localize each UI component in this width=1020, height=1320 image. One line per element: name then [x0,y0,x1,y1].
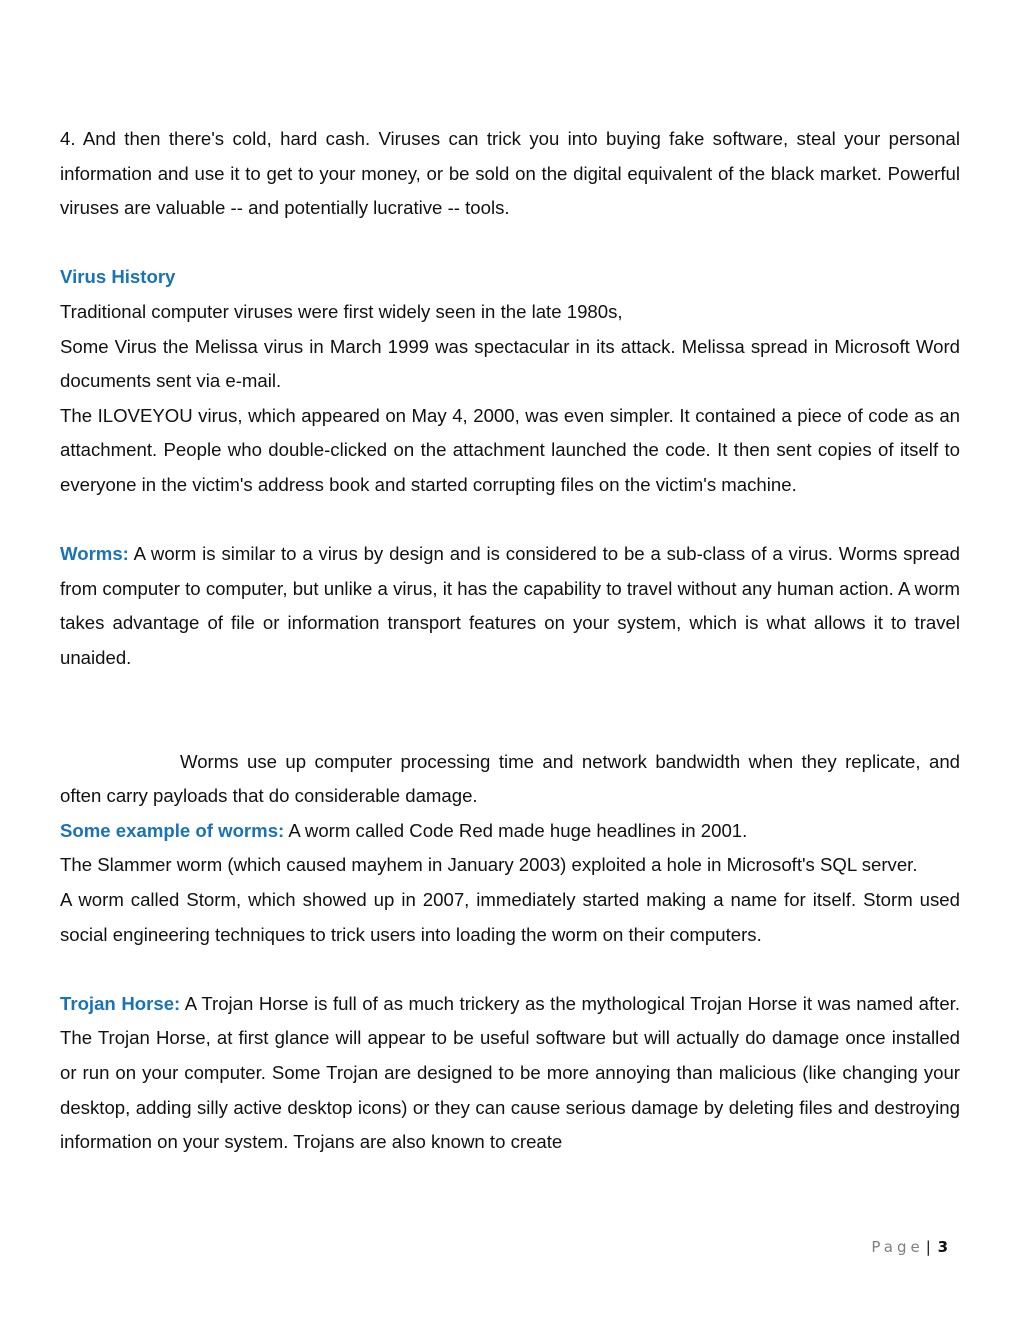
trojan-text: A Trojan Horse is full of as much trickery as the mythological Trojan Horse it was named after. The Trojan Horse, at first glance will appear to be useful software but will actually do damage once installed or run on your computer. Some Trojan are designed to be more annoying than malicious (like changing your desktop, adding silly active desktop icons) or they can cause serious damage by deleting files and destroying information on your system. Trojans are also known to create [60,992,960,1153]
spacer [60,710,960,745]
worms-text: A worm is similar to a virus by design and is considered to be a sub-class of a virus. Worms spread from computer to computer, but unlike a virus, it has the capability to travel without any human action. A worm takes advantage of file or information transport features on your system, which is what allows it to travel unaided. [60,543,960,668]
paragraph-history-iloveyou: The ILOVEYOU virus, which appeared on May 4, 2000, was even simpler. It contained a piece of code as an attachment. People who double-clicked on the attachment launched the code. It then sent copies of itself to everyone in the victim's address book and started corrupting files on the victim's machine. [60,404,960,495]
paragraph-history-1: Traditional computer viruses were first widely seen in the late 1980s, [60,300,623,322]
spacer [60,226,960,261]
page-label: Page [871,1238,924,1256]
page-footer [871,1238,948,1256]
paragraph-trojan [60,987,960,1160]
worm-examples-heading: Some example of worms: [60,819,285,841]
footer-separator: | [925,1238,931,1256]
worms-heading: Worms: [60,543,129,565]
paragraph-worm-examples [60,814,960,849]
paragraph-storm: A worm called Storm, which showed up in 2007, immediately started making a name for itself. Storm used social engineering techniques to trick users into loading the worm on their computers. [60,889,960,945]
paragraph-cash: 4. And then there's cold, hard cash. Viruses can trick you into buying fake software, steal your personal information and use it to get to your money, or be sold on the digital equivalent of the black market. Powerful viruses are valuable -- and potentially lucrative -- tools. [60,128,960,219]
spacer [60,952,960,987]
paragraph-slammer: The Slammer worm (which caused mayhem in January 2003) exploited a hole in Microsoft's SQL server. [60,854,918,876]
document-body [60,122,960,1160]
paragraph-history-melissa: Some Virus the Melissa virus in March 1999 was spectacular in its attack. Melissa spread in Microsoft Word documents sent via e-mail. [60,335,960,392]
paragraph-worms-resources: Worms use up computer processing time and network bandwidth when they replicate, and often carry payloads that do considerable damage. [60,750,960,807]
spacer [60,503,960,538]
worm-examples-text: A worm called Code Red made huge headlines in 2001. [284,819,748,841]
spacer [60,676,960,711]
paragraph-worms [60,537,960,675]
virus-history-heading: Virus History [60,266,176,288]
page-number: 3 [937,1238,948,1256]
trojan-heading: Trojan Horse: [60,992,181,1014]
